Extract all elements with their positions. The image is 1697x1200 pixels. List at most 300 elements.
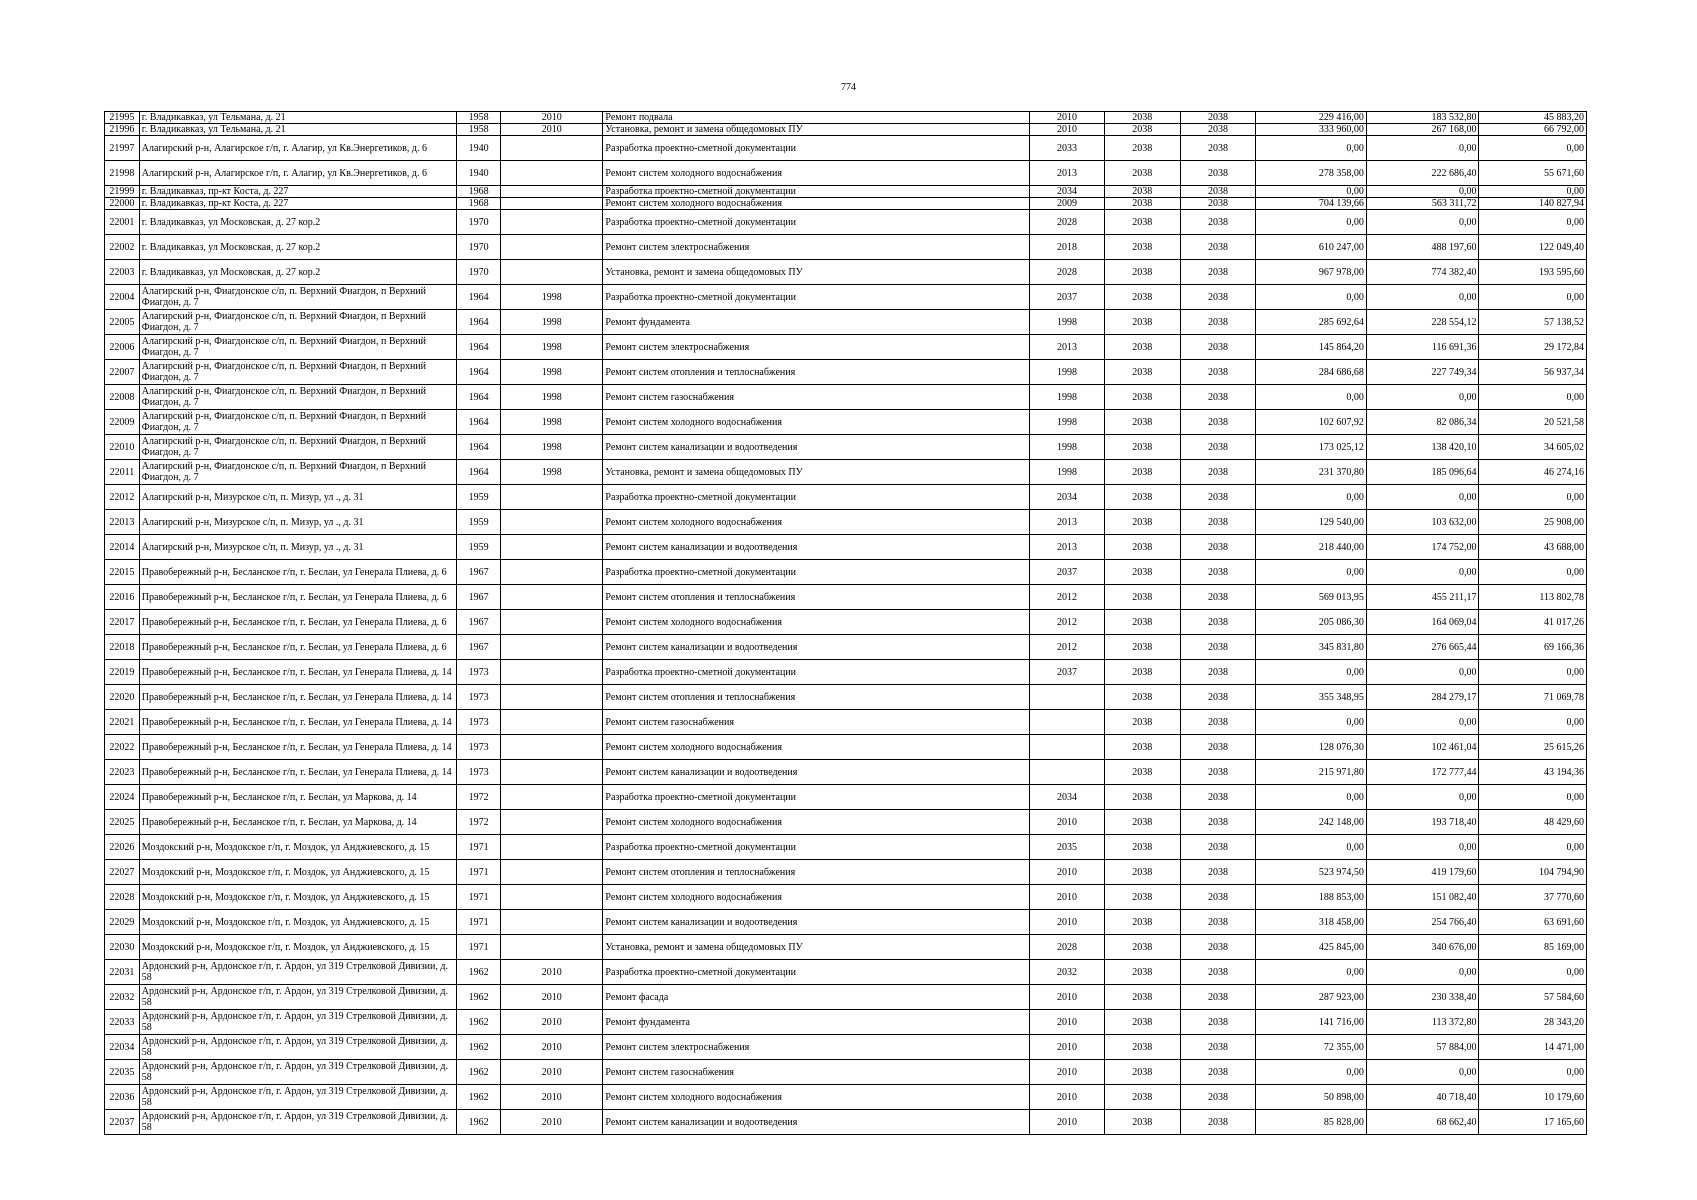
- cell-plan-year-end: 2038: [1180, 810, 1256, 835]
- cell-year-built: 1964: [457, 360, 501, 385]
- cell-total-cost: 0,00: [1256, 385, 1367, 410]
- cell-work-type: Ремонт систем газоснабжения: [603, 710, 1030, 735]
- cell-owner-share: 10 179,60: [1479, 1085, 1587, 1110]
- table-row: [105, 1035, 1587, 1060]
- cell-work-type: Ремонт фасада: [603, 985, 1030, 1010]
- cell-fund-share: 57 884,00: [1366, 1035, 1479, 1060]
- cell-address: Ардонский р-н, Ардонское г/п, г. Ардон, ул 319 Стрелковой Дивизии, д. 58: [139, 1085, 456, 1110]
- cell-fund-share: 0,00: [1366, 210, 1479, 235]
- cell-year-built: 1964: [457, 385, 501, 410]
- cell-year-built: 1959: [457, 535, 501, 560]
- cell-owner-share: 140 827,94: [1479, 198, 1587, 210]
- cell-plan-year-end: 2038: [1180, 124, 1256, 136]
- cell-owner-share: 25 615,26: [1479, 735, 1587, 760]
- cell-row-id: 22017: [105, 610, 140, 635]
- table-row: [105, 360, 1587, 385]
- cell-year-built: 1967: [457, 610, 501, 635]
- cell-fund-share: 227 749,34: [1366, 360, 1479, 385]
- cell-plan-year-start: 2038: [1104, 1085, 1180, 1110]
- cell-year-built: 1940: [457, 161, 501, 186]
- cell-address: Алагирский р-н, Мизурское с/п, п. Мизур, ул ., д. 31: [139, 510, 456, 535]
- cell-row-id: 22001: [105, 210, 140, 235]
- cell-plan-year-end: 2038: [1180, 435, 1256, 460]
- cell-address: Правобережный р-н, Бесланское г/п, г. Беслан, ул Генерала Плиева, д. 14: [139, 660, 456, 685]
- cell-fund-share: 185 096,64: [1366, 460, 1479, 485]
- cell-work-type: Ремонт систем отопления и теплоснабжения: [603, 685, 1030, 710]
- cell-address: Правобережный р-н, Бесланское г/п, г. Беслан, ул Генерала Плиева, д. 14: [139, 760, 456, 785]
- table-row: [105, 535, 1587, 560]
- cell-owner-share: 193 595,60: [1479, 260, 1587, 285]
- cell-year-built: 1973: [457, 660, 501, 685]
- cell-fund-share: 0,00: [1366, 485, 1479, 510]
- cell-work-type: Ремонт систем канализации и водоотведения: [603, 1110, 1030, 1135]
- cell-total-cost: 278 358,00: [1256, 161, 1367, 186]
- cell-work-type: Разработка проектно-сметной документации: [603, 136, 1030, 161]
- cell-plan-year-end: 2038: [1180, 186, 1256, 198]
- cell-year-last-renovation: [501, 235, 603, 260]
- cell-plan-year-end: 2038: [1180, 860, 1256, 885]
- cell-last-repair-year: 2034: [1030, 186, 1105, 198]
- cell-address: Алагирский р-н, Фиагдонское с/п, п. Верхний Фиагдон, п Верхний Фиагдон, д. 7: [139, 360, 456, 385]
- cell-work-type: Ремонт систем отопления и теплоснабжения: [603, 860, 1030, 885]
- page-number: 774: [841, 82, 856, 93]
- cell-plan-year-start: 2038: [1104, 198, 1180, 210]
- table-row: [105, 660, 1587, 685]
- cell-year-built: 1962: [457, 960, 501, 985]
- cell-owner-share: 0,00: [1479, 186, 1587, 198]
- cell-address: Ардонский р-н, Ардонское г/п, г. Ардон, ул 319 Стрелковой Дивизии, д. 58: [139, 1010, 456, 1035]
- cell-year-last-renovation: [501, 810, 603, 835]
- cell-address: г. Владикавказ, ул Московская, д. 27 кор.2: [139, 260, 456, 285]
- cell-year-built: 1940: [457, 136, 501, 161]
- cell-work-type: Установка, ремонт и замена общедомовых ПУ: [603, 124, 1030, 136]
- cell-last-repair-year: [1030, 760, 1105, 785]
- cell-year-last-renovation: [501, 510, 603, 535]
- cell-total-cost: 0,00: [1256, 835, 1367, 860]
- repair-schedule-table: [104, 111, 1587, 1135]
- cell-fund-share: 0,00: [1366, 285, 1479, 310]
- cell-address: Ардонский р-н, Ардонское г/п, г. Ардон, ул 319 Стрелковой Дивизии, д. 58: [139, 1035, 456, 1060]
- cell-plan-year-start: 2038: [1104, 385, 1180, 410]
- cell-total-cost: 0,00: [1256, 785, 1367, 810]
- cell-plan-year-start: 2038: [1104, 835, 1180, 860]
- cell-address: г. Владикавказ, ул Тельмана, д. 21: [139, 112, 456, 124]
- cell-total-cost: 0,00: [1256, 710, 1367, 735]
- cell-last-repair-year: 2013: [1030, 335, 1105, 360]
- cell-plan-year-start: 2038: [1104, 210, 1180, 235]
- cell-total-cost: 0,00: [1256, 285, 1367, 310]
- cell-year-built: 1970: [457, 235, 501, 260]
- cell-year-built: 1968: [457, 186, 501, 198]
- cell-plan-year-end: 2038: [1180, 161, 1256, 186]
- cell-last-repair-year: 2010: [1030, 1010, 1105, 1035]
- cell-work-type: Разработка проектно-сметной документации: [603, 285, 1030, 310]
- cell-address: Ардонский р-н, Ардонское г/п, г. Ардон, ул 319 Стрелковой Дивизии, д. 58: [139, 985, 456, 1010]
- cell-fund-share: 774 382,40: [1366, 260, 1479, 285]
- cell-plan-year-end: 2038: [1180, 335, 1256, 360]
- cell-last-repair-year: 2010: [1030, 1035, 1105, 1060]
- table-row: [105, 585, 1587, 610]
- cell-total-cost: 345 831,80: [1256, 635, 1367, 660]
- cell-year-built: 1958: [457, 124, 501, 136]
- cell-total-cost: 242 148,00: [1256, 810, 1367, 835]
- cell-row-id: 22000: [105, 198, 140, 210]
- cell-row-id: 22026: [105, 835, 140, 860]
- cell-address: г. Владикавказ, пр-кт Коста, д. 227: [139, 186, 456, 198]
- cell-owner-share: 34 605,02: [1479, 435, 1587, 460]
- cell-year-last-renovation: 1998: [501, 385, 603, 410]
- cell-plan-year-start: 2038: [1104, 860, 1180, 885]
- cell-year-last-renovation: [501, 735, 603, 760]
- cell-address: Алагирский р-н, Фиагдонское с/п, п. Верхний Фиагдон, п Верхний Фиагдон, д. 7: [139, 285, 456, 310]
- cell-last-repair-year: 1998: [1030, 310, 1105, 335]
- cell-plan-year-start: 2038: [1104, 124, 1180, 136]
- cell-last-repair-year: 2010: [1030, 985, 1105, 1010]
- cell-owner-share: 45 883,20: [1479, 112, 1587, 124]
- cell-total-cost: 333 960,00: [1256, 124, 1367, 136]
- table-row: [105, 410, 1587, 435]
- cell-plan-year-end: 2038: [1180, 410, 1256, 435]
- cell-plan-year-end: 2038: [1180, 1010, 1256, 1035]
- cell-year-last-renovation: [501, 835, 603, 860]
- cell-year-last-renovation: 2010: [501, 124, 603, 136]
- cell-fund-share: 488 197,60: [1366, 235, 1479, 260]
- cell-work-type: Ремонт систем канализации и водоотведения: [603, 760, 1030, 785]
- cell-plan-year-end: 2038: [1180, 635, 1256, 660]
- cell-year-last-renovation: 1998: [501, 410, 603, 435]
- cell-row-id: 22035: [105, 1060, 140, 1085]
- cell-plan-year-end: 2038: [1180, 960, 1256, 985]
- cell-plan-year-start: 2038: [1104, 710, 1180, 735]
- cell-last-repair-year: 2028: [1030, 260, 1105, 285]
- cell-plan-year-end: 2038: [1180, 610, 1256, 635]
- cell-last-repair-year: [1030, 685, 1105, 710]
- cell-total-cost: 0,00: [1256, 485, 1367, 510]
- cell-total-cost: 141 716,00: [1256, 1010, 1367, 1035]
- cell-total-cost: 129 540,00: [1256, 510, 1367, 535]
- cell-total-cost: 85 828,00: [1256, 1110, 1367, 1135]
- cell-year-built: 1964: [457, 285, 501, 310]
- cell-fund-share: 267 168,00: [1366, 124, 1479, 136]
- cell-total-cost: 704 139,66: [1256, 198, 1367, 210]
- cell-address: Моздокский р-н, Моздокское г/п, г. Моздок, ул Анджиевского, д. 15: [139, 835, 456, 860]
- cell-address: Алагирский р-н, Мизурское с/п, п. Мизур, ул ., д. 31: [139, 485, 456, 510]
- cell-fund-share: 113 372,80: [1366, 1010, 1479, 1035]
- cell-fund-share: 82 086,34: [1366, 410, 1479, 435]
- cell-plan-year-end: 2038: [1180, 1060, 1256, 1085]
- cell-total-cost: 102 607,92: [1256, 410, 1367, 435]
- cell-last-repair-year: 2013: [1030, 510, 1105, 535]
- cell-fund-share: 164 069,04: [1366, 610, 1479, 635]
- cell-year-last-renovation: [501, 136, 603, 161]
- table-row: [105, 161, 1587, 186]
- cell-address: Правобережный р-н, Бесланское г/п, г. Беслан, ул Генерала Плиева, д. 14: [139, 735, 456, 760]
- cell-year-last-renovation: 2010: [501, 1085, 603, 1110]
- cell-plan-year-start: 2038: [1104, 112, 1180, 124]
- cell-row-id: 21997: [105, 136, 140, 161]
- cell-plan-year-end: 2038: [1180, 660, 1256, 685]
- table-row: [105, 685, 1587, 710]
- cell-work-type: Ремонт подвала: [603, 112, 1030, 124]
- cell-plan-year-start: 2038: [1104, 760, 1180, 785]
- cell-year-built: 1968: [457, 198, 501, 210]
- cell-plan-year-start: 2038: [1104, 260, 1180, 285]
- cell-plan-year-end: 2038: [1180, 385, 1256, 410]
- cell-year-built: 1962: [457, 1035, 501, 1060]
- cell-plan-year-end: 2038: [1180, 360, 1256, 385]
- cell-owner-share: 104 794,90: [1479, 860, 1587, 885]
- cell-work-type: Разработка проектно-сметной документации: [603, 560, 1030, 585]
- cell-plan-year-end: 2038: [1180, 935, 1256, 960]
- cell-total-cost: 967 978,00: [1256, 260, 1367, 285]
- cell-work-type: Установка, ремонт и замена общедомовых ПУ: [603, 935, 1030, 960]
- cell-total-cost: 0,00: [1256, 960, 1367, 985]
- cell-year-last-renovation: [501, 161, 603, 186]
- cell-plan-year-end: 2038: [1180, 460, 1256, 485]
- cell-fund-share: 0,00: [1366, 560, 1479, 585]
- cell-year-built: 1964: [457, 310, 501, 335]
- cell-plan-year-end: 2038: [1180, 710, 1256, 735]
- cell-plan-year-start: 2038: [1104, 1010, 1180, 1035]
- cell-total-cost: 229 416,00: [1256, 112, 1367, 124]
- cell-work-type: Ремонт систем канализации и водоотведения: [603, 435, 1030, 460]
- cell-year-built: 1971: [457, 910, 501, 935]
- cell-address: Алагирский р-н, Алагирское г/п, г. Алагир, ул Кв.Энергетиков, д. 6: [139, 136, 456, 161]
- cell-row-id: 22018: [105, 635, 140, 660]
- cell-fund-share: 193 718,40: [1366, 810, 1479, 835]
- cell-work-type: Ремонт систем электроснабжения: [603, 235, 1030, 260]
- table-row: [105, 335, 1587, 360]
- cell-plan-year-start: 2038: [1104, 560, 1180, 585]
- cell-row-id: 22022: [105, 735, 140, 760]
- cell-plan-year-end: 2038: [1180, 1035, 1256, 1060]
- cell-address: Моздокский р-н, Моздокское г/п, г. Моздок, ул Анджиевского, д. 15: [139, 910, 456, 935]
- cell-plan-year-end: 2038: [1180, 785, 1256, 810]
- cell-fund-share: 0,00: [1366, 136, 1479, 161]
- cell-fund-share: 0,00: [1366, 660, 1479, 685]
- cell-total-cost: 72 355,00: [1256, 1035, 1367, 1060]
- cell-last-repair-year: 2033: [1030, 136, 1105, 161]
- cell-year-built: 1973: [457, 735, 501, 760]
- cell-fund-share: 0,00: [1366, 710, 1479, 735]
- cell-plan-year-start: 2038: [1104, 910, 1180, 935]
- cell-year-last-renovation: 2010: [501, 1060, 603, 1085]
- cell-owner-share: 0,00: [1479, 835, 1587, 860]
- cell-work-type: Ремонт систем холодного водоснабжения: [603, 1085, 1030, 1110]
- cell-last-repair-year: 1998: [1030, 460, 1105, 485]
- cell-work-type: Установка, ремонт и замена общедомовых ПУ: [603, 460, 1030, 485]
- cell-work-type: Ремонт фундамента: [603, 310, 1030, 335]
- cell-plan-year-start: 2038: [1104, 635, 1180, 660]
- cell-plan-year-start: 2038: [1104, 1110, 1180, 1135]
- cell-fund-share: 0,00: [1366, 960, 1479, 985]
- table-row: [105, 136, 1587, 161]
- cell-work-type: Разработка проектно-сметной документации: [603, 210, 1030, 235]
- cell-last-repair-year: 2032: [1030, 960, 1105, 985]
- cell-address: Алагирский р-н, Фиагдонское с/п, п. Верхний Фиагдон, п Верхний Фиагдон, д. 7: [139, 460, 456, 485]
- cell-fund-share: 40 718,40: [1366, 1085, 1479, 1110]
- cell-plan-year-end: 2038: [1180, 310, 1256, 335]
- cell-year-built: 1959: [457, 510, 501, 535]
- cell-plan-year-end: 2038: [1180, 560, 1256, 585]
- table-row: [105, 435, 1587, 460]
- cell-owner-share: 20 521,58: [1479, 410, 1587, 435]
- cell-work-type: Ремонт систем канализации и водоотведения: [603, 635, 1030, 660]
- cell-year-built: 1962: [457, 1085, 501, 1110]
- cell-total-cost: 284 686,68: [1256, 360, 1367, 385]
- cell-plan-year-start: 2038: [1104, 935, 1180, 960]
- cell-owner-share: 43 688,00: [1479, 535, 1587, 560]
- cell-address: Моздокский р-н, Моздокское г/п, г. Моздок, ул Анджиевского, д. 15: [139, 885, 456, 910]
- cell-year-built: 1962: [457, 1060, 501, 1085]
- cell-work-type: Ремонт систем холодного водоснабжения: [603, 510, 1030, 535]
- cell-plan-year-end: 2038: [1180, 685, 1256, 710]
- cell-row-id: 22003: [105, 260, 140, 285]
- cell-address: Ардонский р-н, Ардонское г/п, г. Ардон, ул 319 Стрелковой Дивизии, д. 58: [139, 1110, 456, 1135]
- cell-year-last-renovation: 2010: [501, 112, 603, 124]
- cell-address: Алагирский р-н, Фиагдонское с/п, п. Верхний Фиагдон, п Верхний Фиагдон, д. 7: [139, 335, 456, 360]
- cell-last-repair-year: 2034: [1030, 485, 1105, 510]
- cell-owner-share: 66 792,00: [1479, 124, 1587, 136]
- cell-row-id: 22023: [105, 760, 140, 785]
- cell-fund-share: 284 279,17: [1366, 685, 1479, 710]
- cell-year-last-renovation: 1998: [501, 285, 603, 310]
- cell-address: г. Владикавказ, пр-кт Коста, д. 227: [139, 198, 456, 210]
- cell-year-last-renovation: [501, 186, 603, 198]
- cell-fund-share: 174 752,00: [1366, 535, 1479, 560]
- cell-year-built: 1971: [457, 885, 501, 910]
- cell-year-built: 1970: [457, 210, 501, 235]
- cell-fund-share: 228 554,12: [1366, 310, 1479, 335]
- cell-fund-share: 340 676,00: [1366, 935, 1479, 960]
- table-row: [105, 835, 1587, 860]
- cell-total-cost: 0,00: [1256, 210, 1367, 235]
- cell-row-id: 22009: [105, 410, 140, 435]
- cell-last-repair-year: 2010: [1030, 124, 1105, 136]
- cell-plan-year-start: 2038: [1104, 735, 1180, 760]
- table-row: [105, 885, 1587, 910]
- cell-address: Правобережный р-н, Бесланское г/п, г. Беслан, ул Генерала Плиева, д. 6: [139, 585, 456, 610]
- cell-address: Правобережный р-н, Бесланское г/п, г. Беслан, ул Генерала Плиева, д. 6: [139, 635, 456, 660]
- cell-last-repair-year: 2010: [1030, 1060, 1105, 1085]
- cell-year-last-renovation: 2010: [501, 1010, 603, 1035]
- cell-row-id: 22014: [105, 535, 140, 560]
- cell-year-last-renovation: [501, 210, 603, 235]
- cell-fund-share: 68 662,40: [1366, 1110, 1479, 1135]
- cell-year-built: 1973: [457, 760, 501, 785]
- cell-total-cost: 610 247,00: [1256, 235, 1367, 260]
- cell-last-repair-year: 2010: [1030, 1085, 1105, 1110]
- cell-fund-share: 419 179,60: [1366, 860, 1479, 885]
- cell-fund-share: 276 665,44: [1366, 635, 1479, 660]
- cell-row-id: 22008: [105, 385, 140, 410]
- cell-work-type: Разработка проектно-сметной документации: [603, 660, 1030, 685]
- cell-fund-share: 116 691,36: [1366, 335, 1479, 360]
- cell-owner-share: 85 169,00: [1479, 935, 1587, 960]
- table-row: [105, 198, 1587, 210]
- cell-plan-year-end: 2038: [1180, 985, 1256, 1010]
- cell-address: Алагирский р-н, Мизурское с/п, п. Мизур, ул ., д. 31: [139, 535, 456, 560]
- cell-row-id: 22006: [105, 335, 140, 360]
- cell-fund-share: 138 420,10: [1366, 435, 1479, 460]
- cell-year-last-renovation: [501, 910, 603, 935]
- cell-row-id: 21998: [105, 161, 140, 186]
- cell-plan-year-start: 2038: [1104, 410, 1180, 435]
- cell-work-type: Ремонт систем холодного водоснабжения: [603, 885, 1030, 910]
- cell-total-cost: 0,00: [1256, 560, 1367, 585]
- cell-year-built: 1962: [457, 1110, 501, 1135]
- table-row: [105, 210, 1587, 235]
- cell-plan-year-end: 2038: [1180, 485, 1256, 510]
- cell-plan-year-start: 2038: [1104, 985, 1180, 1010]
- cell-fund-share: 0,00: [1366, 835, 1479, 860]
- cell-plan-year-end: 2038: [1180, 535, 1256, 560]
- cell-year-last-renovation: [501, 935, 603, 960]
- cell-plan-year-end: 2038: [1180, 1085, 1256, 1110]
- cell-row-id: 22013: [105, 510, 140, 535]
- cell-work-type: Ремонт систем газоснабжения: [603, 1060, 1030, 1085]
- cell-plan-year-start: 2038: [1104, 610, 1180, 635]
- table-row: [105, 112, 1587, 124]
- cell-year-built: 1972: [457, 785, 501, 810]
- cell-total-cost: 205 086,30: [1256, 610, 1367, 635]
- cell-row-id: 22036: [105, 1085, 140, 1110]
- cell-year-built: 1973: [457, 710, 501, 735]
- cell-address: Правобережный р-н, Бесланское г/п, г. Беслан, ул Генерала Плиева, д. 6: [139, 560, 456, 585]
- table-body: [105, 112, 1587, 1135]
- cell-address: Правобережный р-н, Бесланское г/п, г. Беслан, ул Генерала Плиева, д. 14: [139, 685, 456, 710]
- cell-last-repair-year: 2037: [1030, 660, 1105, 685]
- cell-year-last-renovation: [501, 560, 603, 585]
- table-row: [105, 610, 1587, 635]
- cell-plan-year-start: 2038: [1104, 310, 1180, 335]
- cell-owner-share: 14 471,00: [1479, 1035, 1587, 1060]
- cell-year-last-renovation: 1998: [501, 335, 603, 360]
- cell-owner-share: 69 166,36: [1479, 635, 1587, 660]
- cell-work-type: Ремонт систем холодного водоснабжения: [603, 198, 1030, 210]
- cell-row-id: 22034: [105, 1035, 140, 1060]
- cell-fund-share: 0,00: [1366, 1060, 1479, 1085]
- cell-total-cost: 173 025,12: [1256, 435, 1367, 460]
- cell-work-type: Ремонт фундамента: [603, 1010, 1030, 1035]
- cell-last-repair-year: 2037: [1030, 285, 1105, 310]
- cell-total-cost: 231 370,80: [1256, 460, 1367, 485]
- cell-last-repair-year: 2010: [1030, 112, 1105, 124]
- cell-owner-share: 0,00: [1479, 560, 1587, 585]
- cell-year-last-renovation: 2010: [501, 1110, 603, 1135]
- cell-address: Моздокский р-н, Моздокское г/п, г. Моздок, ул Анджиевского, д. 15: [139, 860, 456, 885]
- cell-work-type: Ремонт систем канализации и водоотведения: [603, 535, 1030, 560]
- cell-last-repair-year: 2013: [1030, 161, 1105, 186]
- cell-year-built: 1964: [457, 460, 501, 485]
- cell-work-type: Ремонт систем отопления и теплоснабжения: [603, 585, 1030, 610]
- cell-plan-year-end: 2038: [1180, 210, 1256, 235]
- cell-year-built: 1967: [457, 635, 501, 660]
- cell-year-last-renovation: [501, 660, 603, 685]
- cell-address: Алагирский р-н, Фиагдонское с/п, п. Верхний Фиагдон, п Верхний Фиагдон, д. 7: [139, 410, 456, 435]
- cell-row-id: 22019: [105, 660, 140, 685]
- cell-plan-year-start: 2038: [1104, 161, 1180, 186]
- cell-fund-share: 563 311,72: [1366, 198, 1479, 210]
- cell-last-repair-year: 2037: [1030, 560, 1105, 585]
- cell-owner-share: 55 671,60: [1479, 161, 1587, 186]
- cell-plan-year-start: 2038: [1104, 510, 1180, 535]
- cell-year-built: 1971: [457, 935, 501, 960]
- cell-address: г. Владикавказ, ул Тельмана, д. 21: [139, 124, 456, 136]
- cell-last-repair-year: 2010: [1030, 910, 1105, 935]
- cell-work-type: Ремонт систем электроснабжения: [603, 1035, 1030, 1060]
- cell-address: Алагирский р-н, Фиагдонское с/п, п. Верхний Фиагдон, п Верхний Фиагдон, д. 7: [139, 435, 456, 460]
